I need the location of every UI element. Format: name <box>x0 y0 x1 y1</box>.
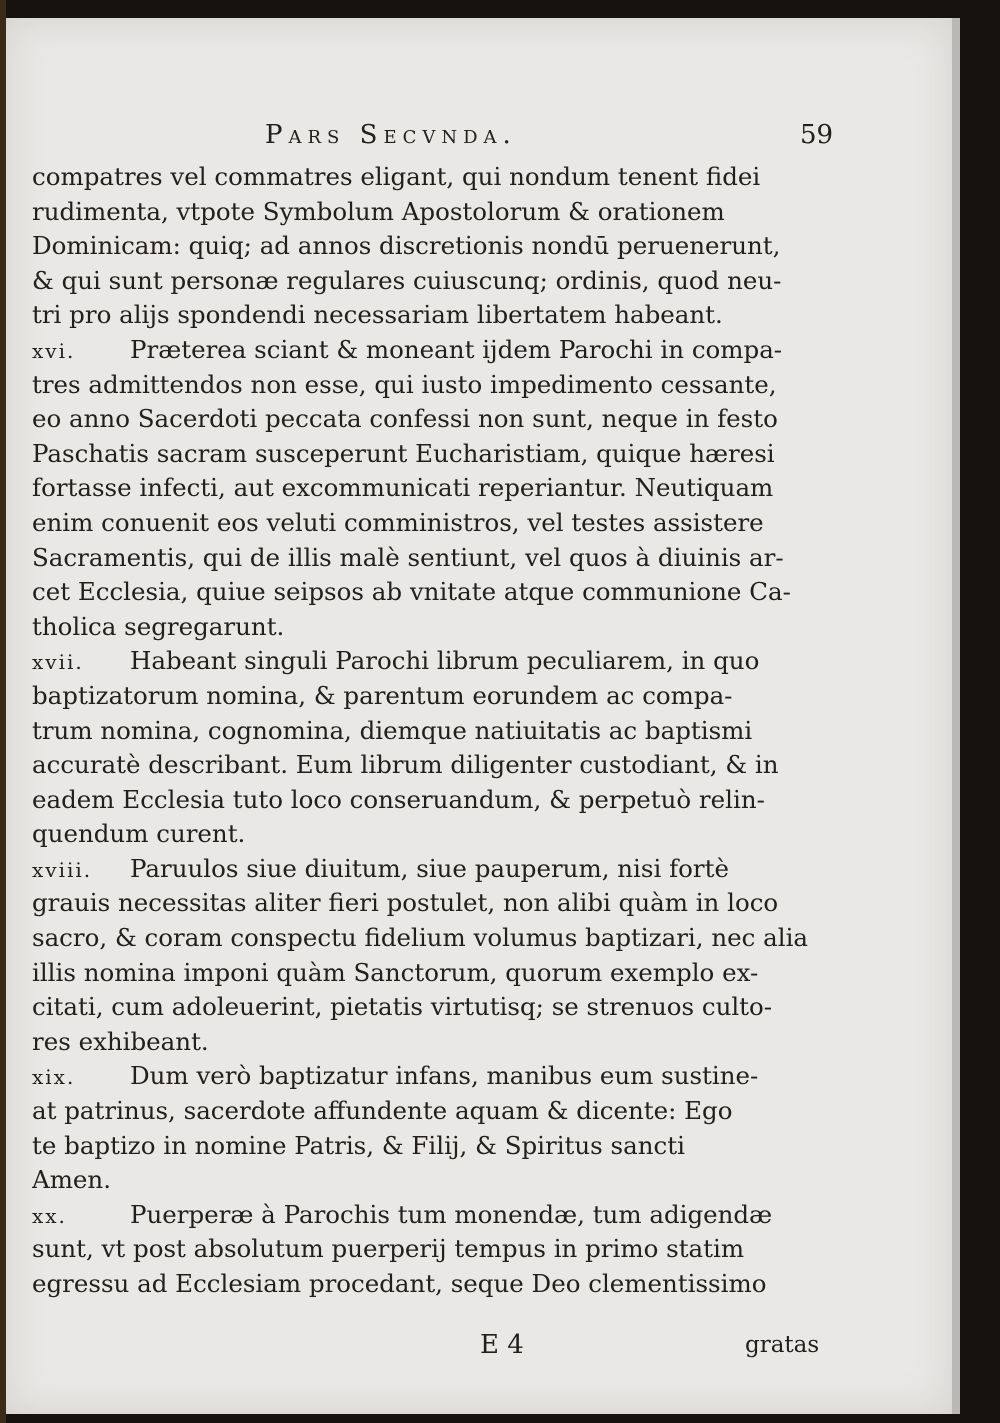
text-line <box>32 264 842 299</box>
running-head: Pars Secvnda. <box>265 120 517 150</box>
text-line <box>32 1232 842 1267</box>
text-line <box>32 956 842 991</box>
text-line <box>32 714 842 749</box>
line-text: cet Ecclesia, quiue seipsos ab vnitate atque communione Ca- <box>32 577 791 607</box>
text-line <box>32 195 842 230</box>
line-text: Sacramentis, qui de illis malè sentiunt, vel quos à diuinis ar- <box>32 542 784 572</box>
text-line <box>32 402 842 437</box>
text-line <box>32 817 842 852</box>
line-text: Præterea sciant & moneant ijdem Parochi in compa- <box>130 334 783 364</box>
text-line <box>32 1129 842 1164</box>
text-line <box>32 1025 842 1060</box>
line-text: Amen. <box>32 1165 111 1195</box>
line-text: compatres vel commatres eligant, qui nondum tenent fidei <box>32 162 761 191</box>
signature-mark: E 4 <box>480 1330 524 1360</box>
line-text: tri pro alijs spondendi necessariam libertatem habeant. <box>32 300 723 330</box>
body-text <box>32 160 842 1302</box>
text-line <box>32 679 842 714</box>
text-line <box>32 1267 842 1302</box>
text-line <box>32 575 842 610</box>
line-text: Puerperæ à Parochis tum monendæ, tum adigendæ <box>130 1199 773 1229</box>
text-line <box>32 886 842 921</box>
text-line <box>32 368 842 403</box>
line-text: fortasse infecti, aut excommunicati reperiantur. Neutiquam <box>32 473 774 503</box>
page-header <box>0 120 1000 154</box>
text-line <box>32 298 842 333</box>
catchword: gratas <box>745 1332 820 1358</box>
text-line <box>32 333 842 368</box>
line-text: tres admittendos non esse, qui iusto impedimento cessante, <box>32 369 777 399</box>
line-text: te baptizo in nomine Patris, & Filij, & Spiritus sancti <box>32 1130 685 1160</box>
page-footer <box>0 1330 1000 1370</box>
line-text: accuratè describant. Eum librum diligenter custodiant, & in <box>32 750 779 780</box>
line-text: sunt, vt post absolutum puerperij tempus in primo statim <box>32 1234 745 1264</box>
line-text: res exhibeant. <box>32 1026 209 1056</box>
line-text: Dum verò baptizatur infans, manibus eum sustine- <box>130 1061 759 1091</box>
section-number: xvii. <box>32 650 84 675</box>
text-line <box>32 471 842 506</box>
text-line <box>32 229 842 264</box>
line-text: trum nomina, cognomina, diemque natiuitatis ac baptismi <box>32 715 753 745</box>
page-number: 59 <box>800 120 834 150</box>
line-text: Habeant singuli Parochi librum peculiarem, in quo <box>130 646 760 676</box>
line-text: Paschatis sacram susceperunt Eucharistiam, quique hæresi <box>32 438 775 468</box>
line-text: eadem Ecclesia tuto loco conseruandum, & perpetuò relin- <box>32 784 765 814</box>
line-text: Dominicam: quiq; ad annos discretionis nondū peruenerunt, <box>32 231 781 261</box>
line-text: tholica segregarunt. <box>32 611 285 641</box>
line-text: sacro, & coram conspectu fidelium volumus baptizari, nec alia <box>32 923 809 953</box>
text-line <box>32 1059 842 1094</box>
text-line <box>32 506 842 541</box>
section-number: xx. <box>32 1203 67 1228</box>
line-text: at patrinus, sacerdote affundente aquam & dicente: Ego <box>32 1096 733 1126</box>
section-number: xvi. <box>32 338 76 363</box>
line-text: illis nomina imponi quàm Sanctorum, quorum exemplo ex- <box>32 957 759 987</box>
line-text: rudimenta, vtpote Symbolum Apostolorum & orationem <box>32 196 725 226</box>
line-text: citati, cum adoleuerint, pietatis virtutisq; se strenuos culto- <box>32 992 773 1022</box>
line-text: Paruulos siue diuitum, siue pauperum, nisi fortè <box>130 853 729 883</box>
section-number: xix. <box>32 1065 76 1090</box>
page-edge-shadow <box>952 18 960 1414</box>
line-text: & qui sunt personæ regulares cuiuscunq; ordinis, quod neu- <box>32 265 782 295</box>
line-text: egressu ad Ecclesiam procedant, seque Deo clementissimo <box>32 1269 767 1298</box>
line-text: quendum curent. <box>32 819 246 849</box>
text-line <box>32 1163 842 1198</box>
text-line <box>32 748 842 783</box>
line-text: enim conuenit eos veluti comministros, vel testes assistere <box>32 507 764 537</box>
line-text: baptizatorum nomina, & parentum eorundem ac compa- <box>32 680 733 710</box>
text-line <box>32 783 842 818</box>
text-line <box>32 644 842 679</box>
section-number: xviii. <box>32 857 93 882</box>
text-line <box>32 160 842 195</box>
text-line <box>32 1094 842 1129</box>
line-text: eo anno Sacerdoti peccata confessi non sunt, neque in festo <box>32 404 778 434</box>
text-line <box>32 852 842 887</box>
line-text: grauis necessitas aliter fieri postulet, non alibi quàm in loco <box>32 888 779 918</box>
text-line <box>32 541 842 576</box>
text-line <box>32 610 842 645</box>
text-line <box>32 1198 842 1233</box>
text-line <box>32 437 842 472</box>
text-line <box>32 990 842 1025</box>
text-line <box>32 921 842 956</box>
